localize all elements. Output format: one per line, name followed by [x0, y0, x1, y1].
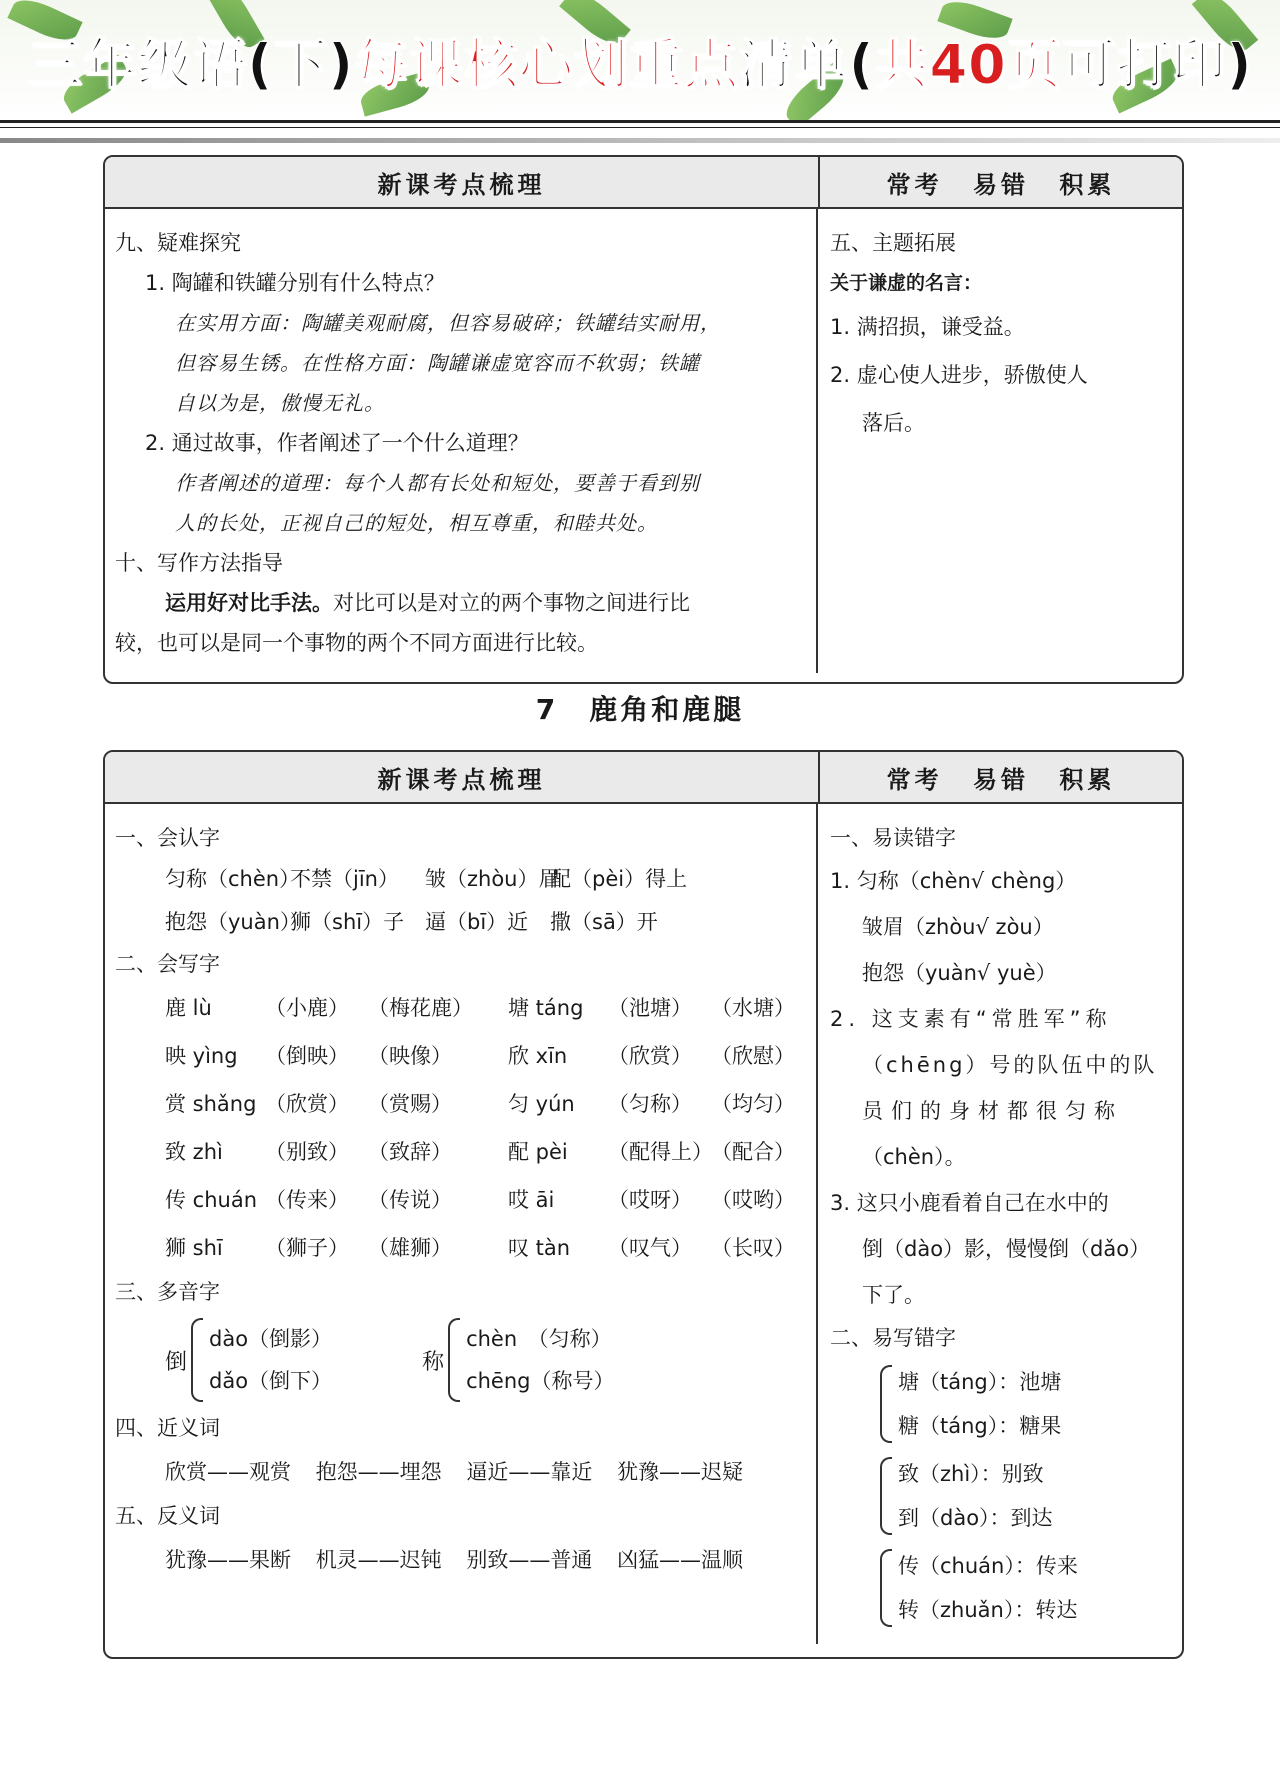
table-cell: 配 pèi	[508, 1140, 568, 1164]
writing-tip-line: 较，也可以是同一个事物的两个不同方面进行比较。	[115, 631, 598, 655]
table-cell: 鹿 lù	[165, 996, 212, 1020]
brace-icon	[880, 1457, 892, 1535]
question: 2. 通过故事，作者阐述了一个什么道理？	[145, 431, 529, 455]
miswrite-item: 致（zhì）：别致	[898, 1462, 1044, 1486]
table-cell: 塘 táng	[508, 996, 584, 1020]
list-item: 狮（shī）子	[290, 910, 405, 934]
list-item: 机灵——迟钝	[315, 1548, 442, 1572]
answer-line: 自以为是，傲慢无礼。	[175, 391, 385, 415]
table-cell: （欣赏）	[265, 1092, 349, 1116]
write-characters-grid	[115, 984, 808, 1272]
table-cell: （欣慰）	[711, 1044, 795, 1068]
list-item: 犹豫——迟疑	[617, 1460, 744, 1484]
polyphone-reading: chèn （匀称）	[466, 1327, 612, 1351]
table-cell: 致 zhì	[165, 1140, 223, 1164]
title-banner	[0, 0, 1280, 120]
brace-icon	[880, 1365, 892, 1443]
right-column	[818, 804, 1182, 1644]
polyphone-char: 称	[422, 1349, 445, 1375]
table-cell: （狮子）	[265, 1236, 349, 1260]
list-item: 抱怨（yuàn）	[165, 910, 301, 934]
misread-item: 员们的身材都很匀称	[862, 1099, 1123, 1123]
miswrite-pair	[830, 1450, 1174, 1542]
section-heading: 五、主题拓展	[830, 231, 956, 255]
lesson-title: 7 鹿角和鹿腿	[535, 693, 745, 726]
table-header	[105, 752, 1182, 804]
table-cell: （雄狮）	[368, 1236, 452, 1260]
polyphone-reading: dǎo（倒下）	[209, 1369, 333, 1393]
recognize-row	[115, 858, 808, 944]
misread-item: 倒（dào）影，慢慢倒（dǎo）	[862, 1237, 1151, 1261]
page-title: 三年级语(下)每课核心划重点清单(共40页可打印)	[27, 33, 1253, 96]
lesson6-review-table	[103, 155, 1184, 684]
list-item: 配（pèi）得上	[550, 867, 688, 891]
table-cell: （均匀）	[711, 1092, 795, 1116]
brace-icon	[191, 1318, 203, 1402]
polyphone-char: 倒	[165, 1349, 188, 1375]
misread-item: （chèn）。	[862, 1145, 966, 1169]
miswrite-item: 塘（táng）：池塘	[898, 1370, 1062, 1394]
answer-line: 在实用方面：陶罐美观耐腐，但容易破碎；铁罐结实耐用，	[175, 311, 721, 335]
section-heading: 一、会认字	[115, 826, 220, 850]
section-heading: 二、会写字	[115, 952, 220, 976]
divider	[0, 127, 1280, 128]
quote-item: 落后。	[862, 411, 925, 435]
brace-icon	[448, 1318, 460, 1402]
list-item: 别致——普通	[466, 1548, 593, 1572]
table-cell: 赏 shǎng	[165, 1092, 257, 1116]
divider	[0, 120, 1280, 123]
brace-icon	[880, 1549, 892, 1627]
table-cell: 哎 āi	[508, 1188, 555, 1212]
list-item: 不禁（jīn）	[290, 867, 399, 891]
misread-item: 皱眉（zhòu√ zòu）	[862, 915, 1054, 939]
table-cell: （欣赏）	[608, 1044, 692, 1068]
header-left: 新课考点梳理	[105, 157, 820, 207]
miswrite-item: 转（zhuǎn）：转达	[898, 1598, 1078, 1622]
left-column	[105, 804, 818, 1644]
polyphone-reading: chēng（称号）	[466, 1369, 615, 1393]
header-right: 常考 易错 积累	[886, 170, 1116, 199]
table-cell: （赏赐）	[368, 1092, 452, 1116]
list-item: 犹豫——果断	[165, 1548, 291, 1572]
misread-item: 1. 匀称（chèn√ chèng）	[830, 869, 1077, 893]
misread-item: 抱怨（yuàn√ yuè）	[862, 961, 1057, 985]
section-heading: 三、多音字	[115, 1280, 220, 1304]
table-cell: （哎呀）	[608, 1188, 692, 1212]
list-item: 欣赏——观赏	[165, 1460, 291, 1484]
table-cell: （池塘）	[608, 996, 692, 1020]
section-heading: 四、近义词	[115, 1416, 220, 1440]
polyphone-group	[332, 1312, 614, 1408]
question: 1. 陶罐和铁罐分别有什么特点？	[145, 271, 445, 295]
synonyms-row	[115, 1448, 808, 1496]
table-cell: （哎哟）	[711, 1188, 795, 1212]
left-column	[105, 209, 818, 673]
table-cell: （传来）	[265, 1188, 349, 1212]
table-cell: 匀 yún	[508, 1092, 575, 1116]
misread-item: 下了。	[862, 1283, 925, 1307]
quote-item: 2. 虚心使人进步，骄傲使人	[830, 363, 1088, 387]
miswrite-item: 到（dào）：到达	[898, 1506, 1053, 1530]
table-cell: （长叹）	[711, 1236, 795, 1260]
table-cell: （别致）	[265, 1140, 349, 1164]
table-cell: 狮 shī	[165, 1236, 223, 1260]
list-item: 抱怨——埋怨	[315, 1460, 442, 1484]
miswrite-item: 糖（táng）：糖果	[898, 1414, 1062, 1438]
section-heading: 九、疑难探究	[115, 231, 241, 255]
list-item: 逼（bī）近	[425, 910, 529, 934]
polyphone-group	[115, 1312, 332, 1408]
misread-item: 2. 这支素有“常胜军”称	[830, 1007, 1112, 1031]
table-cell: （传说）	[368, 1188, 452, 1212]
miswrite-pair	[830, 1358, 1174, 1450]
table-cell: （致辞）	[368, 1140, 452, 1164]
antonyms-row	[115, 1536, 808, 1584]
table-cell: （配合）	[711, 1140, 795, 1164]
answer-line: 但容易生锈。在性格方面：陶罐谦虚宽容而不软弱；铁罐	[175, 351, 700, 375]
lesson7-review-table	[103, 750, 1184, 1659]
table-cell: （倒映）	[265, 1044, 349, 1068]
table-cell: （匀称）	[608, 1092, 692, 1116]
list-item: 匀称（chèn）	[165, 867, 301, 891]
table-cell: 映 yìng	[165, 1044, 238, 1068]
list-item: 凶猛——温顺	[617, 1548, 744, 1572]
table-cell: （配得上）	[608, 1140, 713, 1164]
misread-item: （chēng）号的队伍中的队	[862, 1053, 1158, 1077]
list-item: 撒（sā）开	[550, 910, 658, 934]
table-cell: （叹气）	[608, 1236, 692, 1260]
list-item: 逼近——靠近	[466, 1460, 593, 1484]
header-left: 新课考点梳理	[105, 752, 820, 802]
answer-line: 人的长处，正视自己的短处，相互尊重，和睦共处。	[175, 511, 658, 535]
table-cell: （梅花鹿）	[368, 996, 473, 1020]
table-cell: 欣 xīn	[508, 1044, 568, 1068]
right-column	[818, 209, 1182, 673]
table-header	[105, 157, 1182, 209]
misread-item: 3. 这只小鹿看着自己在水中的	[830, 1191, 1109, 1215]
table-cell: （映像）	[368, 1044, 452, 1068]
section-heading: 十、写作方法指导	[115, 551, 283, 575]
writing-tip-line: 运用好对比手法。对比可以是对立的两个事物之间进行比	[165, 591, 690, 615]
miswrite-item: 传（chuán）：传来	[898, 1554, 1078, 1578]
table-cell: 传 chuán	[165, 1188, 258, 1212]
miswrite-pair	[830, 1542, 1174, 1634]
answer-line: 作者阐述的道理：每个人都有长处和短处，要善于看到别	[175, 471, 700, 495]
section-heading: 二、易写错字	[830, 1326, 956, 1350]
subheading: 关于谦虚的名言：	[830, 272, 983, 294]
divider	[0, 138, 1280, 143]
table-cell: 叹 tàn	[508, 1236, 571, 1260]
section-heading: 五、反义词	[115, 1504, 220, 1528]
polyphone-reading: dào（倒影）	[209, 1327, 333, 1351]
quote-item: 1. 满招损，谦受益。	[830, 315, 1025, 339]
list-item: 皱（zhòu）眉	[425, 867, 560, 891]
table-cell: （小鹿）	[265, 996, 349, 1020]
table-cell: （水塘）	[711, 996, 795, 1020]
header-right: 常考 易错 积累	[886, 765, 1116, 794]
section-heading: 一、易读错字	[830, 826, 956, 850]
